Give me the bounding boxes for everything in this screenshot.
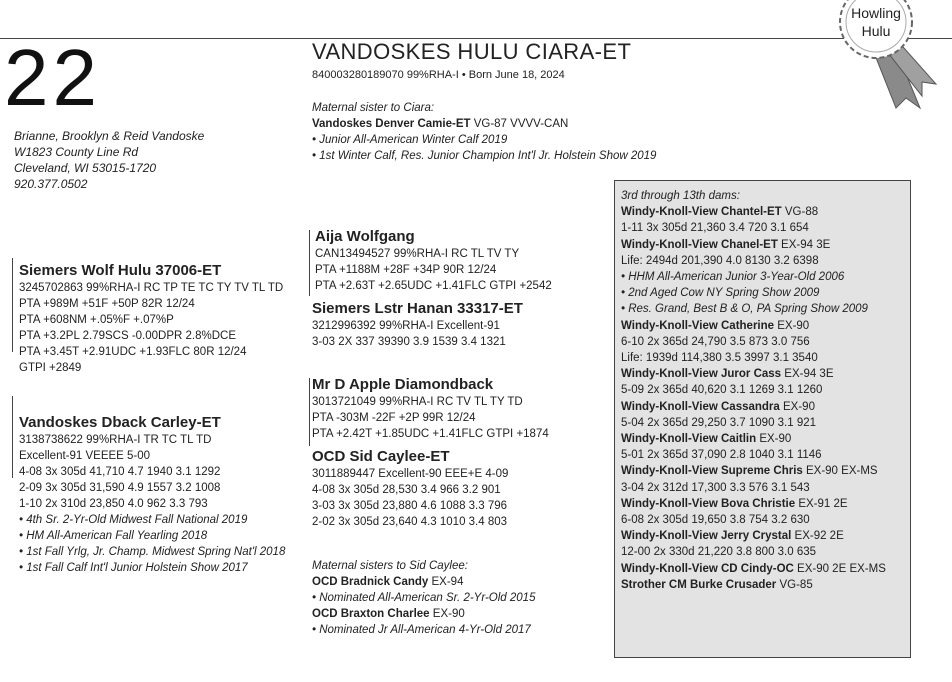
dam-dam-block: [312, 448, 508, 530]
sire-detail: PTA +608NM +.05%F +.07%P: [19, 314, 174, 326]
ribbon-text-line2: Hulu: [861, 23, 891, 39]
dam-dam-record: 3-03 3x 305d 23,880 4.6 1088 3.3 796: [312, 500, 508, 512]
sire-sire-detail: PTA +2.63T +2.65UDC +1.41FLC GTPI +2542: [315, 280, 552, 292]
sire-detail: GTPI +2849: [19, 362, 82, 374]
maternal-sister-name: Vandoskes Denver Camie-ET: [312, 118, 471, 130]
dams-box-heading: 3rd through 13th dams:: [621, 190, 740, 202]
sister-award: • Nominated All-American Sr. 2-Yr-Old 2015: [312, 592, 536, 604]
sire-detail: PTA +3.2PL 2.79SCS -0.00DPR 2.8%DCE: [19, 330, 237, 342]
ancestor-dam-score: EX-90 EX-MS: [802, 465, 878, 478]
sire-dam-detail: 3212996392 99%RHA-I Excellent-91: [312, 320, 500, 332]
dams-box-lines: [621, 204, 910, 593]
ancestor-dam-line: [621, 237, 910, 253]
owner-city: Cleveland, WI 53015-1720: [14, 161, 157, 175]
animal-name: VANDOSKES HULU CIARA-ET: [312, 39, 632, 64]
sister-award: • Nominated Jr All-American 4-Yr-Old 2017: [312, 624, 531, 636]
ancestor-award: • 2nd Aged Cow NY Spring Show 2009: [621, 287, 820, 300]
ancestor-record: 6-08 2x 305d 19,650 3.8 754 3.2 630: [621, 514, 810, 527]
ancestor-dam-score: VG-85: [776, 578, 813, 591]
ancestor-dam-score: EX-91 2E: [795, 497, 848, 510]
dam-bracket: [12, 396, 13, 478]
ancestor-record: 12-00 2x 330d 21,220 3.8 800 3.0 635: [621, 546, 817, 559]
ancestor-dam-score: EX-90: [756, 433, 792, 446]
ancestor-dam-name: Windy-Knoll-View Cassandra: [621, 400, 780, 413]
owner-phone: 920.377.0502: [14, 177, 88, 191]
dam-name: Vandoskes Dback Carley-ET: [19, 414, 221, 431]
sire-dam-detail: 3-03 2X 337 39390 3.9 1539 3.4 1321: [312, 336, 506, 348]
dam-award: • 4th Sr. 2-Yr-Old Midwest Fall National 2019: [19, 514, 248, 526]
dam-record: 2-09 3x 305d 31,590 4.9 1557 3.2 1008: [19, 482, 221, 494]
maternal-sister-score: VG-87 VVVV-CAN: [470, 118, 569, 130]
ancestor-dam-line: [621, 561, 910, 577]
dam-sire-bracket: [309, 378, 310, 446]
ancestor-award: • Res. Grand, Best B & O, PA Spring Show 2009: [621, 303, 868, 316]
ancestor-dam-line: [621, 318, 910, 334]
dam-sire-block: [312, 376, 549, 442]
ancestor-dam-name: Windy-Knoll-View Supreme Chris: [621, 465, 803, 478]
ancestor-award: • HHM All-American Junior 3-Year-Old 2006: [621, 271, 845, 284]
ancestor-dam-name: Windy-Knoll-View Jerry Crystal: [621, 530, 792, 543]
ribbon-text-line1: Howling: [851, 5, 901, 21]
sister-score: EX-94: [428, 576, 464, 588]
sire-detail: 3245702863 99%RHA-I RC TP TE TC TY TV TL TD: [19, 282, 284, 294]
ancestor-record: 5-04 2x 365d 29,250 3.7 1090 3.1 921: [621, 416, 817, 429]
ancestor-dam-score: EX-94 3E: [781, 368, 834, 381]
ancestor-dam-line: [621, 366, 910, 382]
ancestor-dam-name: Windy-Knoll-View Caitlin: [621, 433, 757, 446]
ancestor-dam-score: EX-90: [779, 400, 815, 413]
ancestor-dam-score: EX-92 2E: [791, 530, 844, 543]
ancestor-dam-line: [621, 496, 910, 512]
award-ribbon: [810, 0, 940, 110]
dam-record: 1-10 2x 310d 23,850 4.0 962 3.3 793: [19, 498, 208, 510]
dam-award: • HM All-American Fall Yearling 2018: [19, 530, 208, 542]
lot-number: 22: [4, 33, 101, 122]
sire-dam-name: Siemers Lstr Hanan 33317-ET: [312, 300, 523, 317]
ancestor-dam-score: EX-90 2E EX-MS: [793, 562, 886, 575]
ancestor-dam-line: [621, 528, 910, 544]
ancestor-record: Life: 2494d 201,390 4.0 8130 3.2 6398: [621, 254, 819, 267]
animal-id-line: 840003280189070 99%RHA-I • Born June 18, 2024: [312, 69, 565, 81]
ancestor-dam-name: Strother CM Burke Crusader: [621, 578, 777, 591]
owner-address: W1823 County Line Rd: [14, 145, 139, 159]
ancestor-dam-name: Windy-Knoll-View Catherine: [621, 319, 775, 332]
sire-sire-block: [315, 228, 552, 294]
ancestor-dam-name: Windy-Knoll-View Juror Cass: [621, 368, 782, 381]
ancestor-dam-name: Windy-Knoll-View Chanel-ET: [621, 238, 778, 251]
dam-detail: Excellent-91 VEEEE 5-00: [19, 450, 151, 462]
ancestor-dam-line: [621, 463, 910, 479]
dam-award: • 1st Fall Yrlg, Jr. Champ. Midwest Spring Nat'l 2018: [19, 546, 286, 558]
owner-info: [14, 128, 204, 192]
ancestor-dam-name: Windy-Knoll-View Chantel-ET: [621, 206, 782, 219]
dam-sire-detail: PTA -303M -22F +2P 99R 12/24: [312, 412, 476, 424]
dam-dam-detail: 3011889447 Excellent-90 EEE+E 4-09: [312, 468, 509, 480]
sire-detail: PTA +3.45T +2.91UDC +1.93FLC 80R 12/24: [19, 346, 247, 358]
sire-detail: PTA +989M +51F +50P 82R 12/24: [19, 298, 195, 310]
sister-score: EX-90: [429, 608, 465, 620]
ancestor-dam-line: [621, 577, 910, 593]
ancestor-dam-name: Windy-Knoll-View Bova Christie: [621, 497, 796, 510]
ancestor-record: 3-04 2x 312d 17,300 3.3 576 3.1 543: [621, 481, 810, 494]
dam-sire-detail: 3013721049 99%RHA-I RC TV TL TY TD: [312, 396, 523, 408]
dam-block: [19, 414, 285, 576]
dam-dam-record: 2-02 3x 305d 23,640 4.3 1010 3.4 803: [312, 516, 508, 528]
ancestor-dam-score: EX-90: [774, 319, 810, 332]
ancestor-dam-line: [621, 399, 910, 415]
dam-dam-record: 4-08 3x 305d 28,530 3.4 966 3.2 901: [312, 484, 501, 496]
ancestor-dam-score: EX-94 3E: [777, 238, 831, 251]
ancestor-dam-line: [621, 204, 910, 220]
dam-award: • 1st Fall Calf Int'l Junior Holstein Show 2017: [19, 562, 248, 574]
ancestor-dam-name: Windy-Knoll-View CD Cindy-OC: [621, 562, 794, 575]
dam-record: 4-08 3x 305d 41,710 4.7 1940 3.1 1292: [19, 466, 221, 478]
sire-block: [19, 262, 283, 376]
dams-history-box: [614, 180, 911, 658]
dam-dam-sisters-block: [312, 558, 535, 638]
sister-name: OCD Braxton Charlee: [312, 608, 430, 620]
sire-sire-detail: PTA +1188M +28F +34P 90R 12/24: [315, 264, 497, 276]
sister-name: OCD Bradnick Candy: [312, 576, 429, 588]
dam-detail: 3138738622 99%RHA-I TR TC TL TD: [19, 434, 212, 446]
dam-sire-name: Mr D Apple Diamondback: [312, 376, 494, 393]
sire-sire-name: Aija Wolfgang: [315, 228, 415, 245]
ancestor-record: 1-11 3x 305d 21,360 3.4 720 3.1 654: [621, 222, 809, 235]
maternal-sister-heading: Maternal sister to Ciara:: [312, 102, 435, 114]
dam-dam-name: OCD Sid Caylee-ET: [312, 448, 450, 465]
owner-name: Brianne, Brooklyn & Reid Vandoske: [14, 129, 205, 143]
ancestor-record: 6-10 2x 365d 24,790 3.5 873 3.0 756: [621, 335, 810, 348]
sire-bracket: [12, 258, 13, 352]
sire-sire-bracket: [309, 230, 310, 296]
maternal-sister-block: [312, 100, 656, 164]
maternal-sister-award: • Junior All-American Winter Calf 2019: [312, 134, 508, 146]
sire-name: Siemers Wolf Hulu 37006-ET: [19, 262, 222, 279]
ancestor-dam-line: [621, 431, 910, 447]
dam-sire-detail: PTA +2.42T +1.85UDC +1.41FLC GTPI +1874: [312, 428, 549, 440]
ancestor-record: Life: 1939d 114,380 3.5 3997 3.1 3540: [621, 352, 818, 365]
ancestor-record: 5-01 2x 365d 37,090 2.8 1040 3.1 1146: [621, 449, 822, 462]
sire-sire-detail: CAN13494527 99%RHA-I RC TL TV TY: [315, 248, 520, 260]
maternal-sister-award: • 1st Winter Calf, Res. Junior Champion Int'l Jr. Holstein Show 2019: [312, 150, 657, 162]
sire-dam-block: [312, 300, 523, 350]
dam-dam-sisters-heading: Maternal sisters to Sid Caylee:: [312, 560, 468, 572]
ancestor-dam-score: VG-88: [781, 206, 819, 219]
ancestor-record: 5-09 2x 365d 40,620 3.1 1269 3.1 1260: [621, 384, 823, 397]
